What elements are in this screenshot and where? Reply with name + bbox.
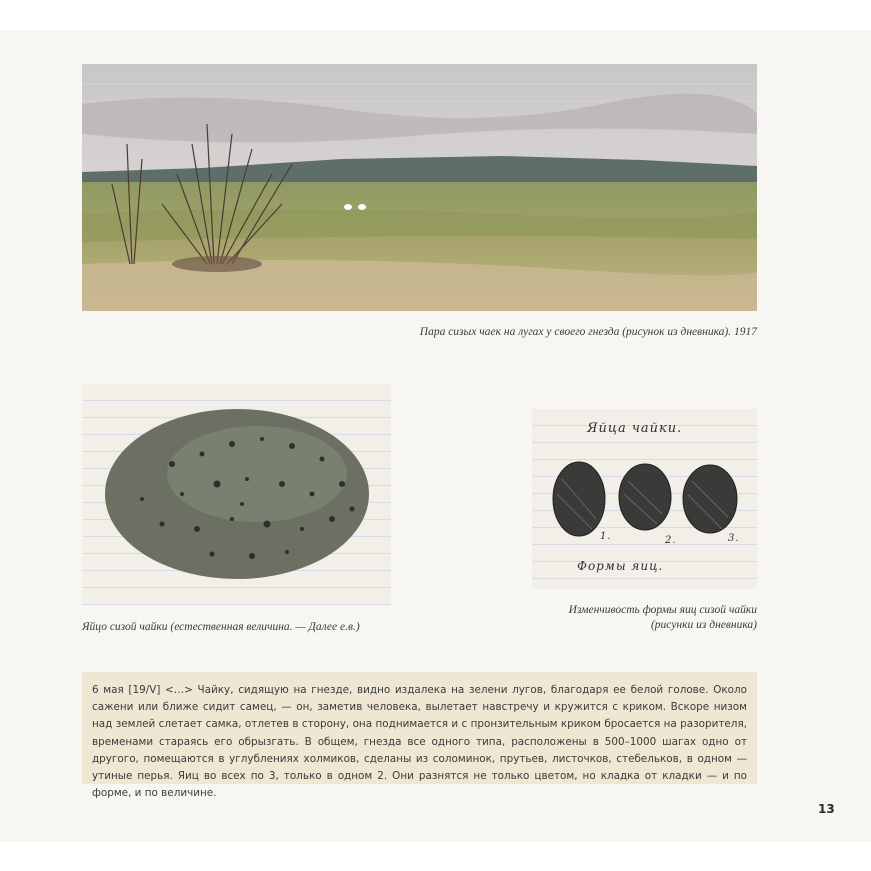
sketch-subtitle: Формы яиц. bbox=[577, 559, 664, 573]
diary-note: 6 мая [19/V] <…> Чайку, сидящую на гнезде, видно издалека на зелени лугов, благодаря ее белой голове. Около сажени или ближе сидит самец, — он, заметив человека, вылетает навстречу и кружится с криком. Вскоре низом над землей слетает самка, отлетев в сторону, она поднимается и с пронзительным криком бросается на разорителя, временами стараясь его обрызгать. В общем, гнезда все одного типа, расположены в 500–1000 шагах одно от другого, помещаются в углублениях холмиков, сделаны из соломинок, прутьев, листочков, стебельков, в одном — утиные перья. Яиц во всех по 3, только в одном 2. Они разнятся не только цветом, но кладка от кладки — и по форме, и по величине. bbox=[82, 672, 757, 784]
egg-drawing bbox=[82, 384, 391, 605]
landscape-drawing bbox=[82, 64, 757, 311]
egg-shapes-caption-line2: (рисунки из дневника) bbox=[650, 619, 757, 631]
sketch-title: Яйца чайки. bbox=[587, 421, 683, 436]
egg-number-1: 1. bbox=[600, 531, 612, 542]
landscape-watercolor bbox=[82, 64, 757, 311]
egg-shapes-caption-line1: Изменчивость формы яиц сизой чайки bbox=[568, 604, 757, 616]
landscape-caption: Пара сизых чаек на лугах у своего гнезда (рисунок из дневника). 1917 bbox=[419, 326, 757, 338]
egg-caption: Яйцо сизой чайки (естественная величина. — Далее е.в.) bbox=[82, 621, 360, 633]
egg-number-2: 2. bbox=[665, 535, 677, 546]
egg-shapes-sketch bbox=[532, 409, 757, 589]
egg-watercolor bbox=[82, 384, 391, 605]
egg-number-3: 3. bbox=[728, 533, 740, 544]
page-number: 13 bbox=[818, 802, 835, 816]
